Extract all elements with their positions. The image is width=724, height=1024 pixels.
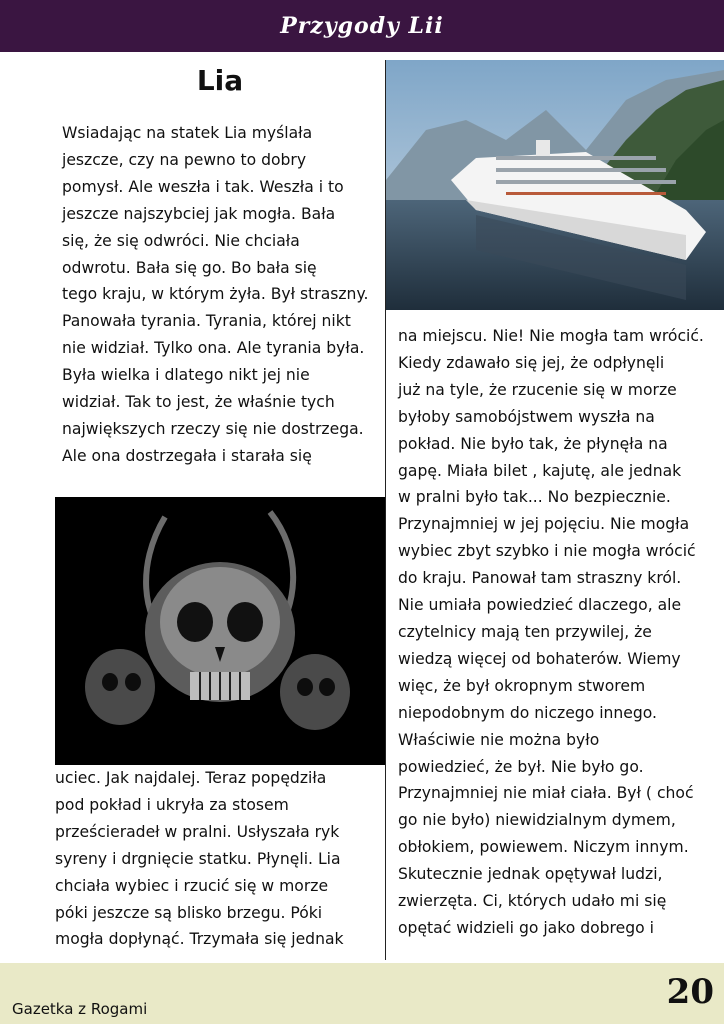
column2-text: na miejscu. Nie! Nie mogła tam wrócić. Kiedy zdawało się jej, że odpłynęli już na tyle, że rzucenie się w morze byłoby samobójstwem wyszła na pokład. Nie było tak, że płynęła na gapę. Miała bilet , kajutę, ale jednak w pralni było tak... No bezpiecznie. Przynajmniej w jej pojęciu. Nie mogła wybiec zbyt szybko i nie mogła wrócić do kraju. Panował tam straszny król. Nie umiała powiedzieć dlaczego, ale czytelnicy mają ten przywilej, że wiedzą więcej od bohaterów. Wiemy więc, że był okropnym stworem niepodobnym do niczego innego. Właściwie nie można było powiedzieć, że był. Nie było go. Przynajmniej nie miał ciała. Był ( choć go nie było) niewidzialnym dymem, obłokiem, powiewem. Niczym innym. Skutecznie jednak opętywał ludzi, zwierzęta. Ci, których udało mi się opętać widzieli go jako dobrego i	[398, 327, 704, 937]
page-number: 20	[666, 972, 714, 1012]
cruise-ship-illustration	[386, 60, 724, 310]
header-title: Przygody Lii	[280, 13, 444, 39]
footer-label: Gazetka z Rogami	[12, 1000, 148, 1018]
page-header	[0, 0, 724, 52]
column1-top-text: Wsiadając na statek Lia myślała jeszcze, czy na pewno to dobry pomysł. Ale weszła i tak. Weszła i to jeszcze najszybciej jak mogła. Bała się, że się odwróci. Nie chciała odwrotu. Bała się go. Bo bała się tego kraju, w którym żyła. Był straszny. Panowała tyrania. Tyrania, której nikt nie widział. Tylko ona. Ale tyrania była. Była wielka i dlatego nikt jej nie widział. Tak to jest, że właśnie tych największych rzeczy się nie dostrzega. Ale ona dostrzegała i starała się	[62, 124, 369, 465]
column1-bottom-text: uciec. Jak najdalej. Teraz popędziła pod pokład i ukryła za stosem prześcieradeł w pralni. Usłyszała ryk syreny i drgnięcie statku. Płynęli. Lia chciała wybiec i rzucić się w morze póki jeszcze są blisko brzegu. Póki mogła dopłynąć. Trzymała się jednak	[55, 769, 344, 949]
smoke-skulls-illustration	[55, 497, 385, 765]
cruise-ship-image	[386, 60, 724, 310]
smoke-skulls-image	[55, 497, 385, 765]
article-title: Lia	[196, 64, 244, 97]
